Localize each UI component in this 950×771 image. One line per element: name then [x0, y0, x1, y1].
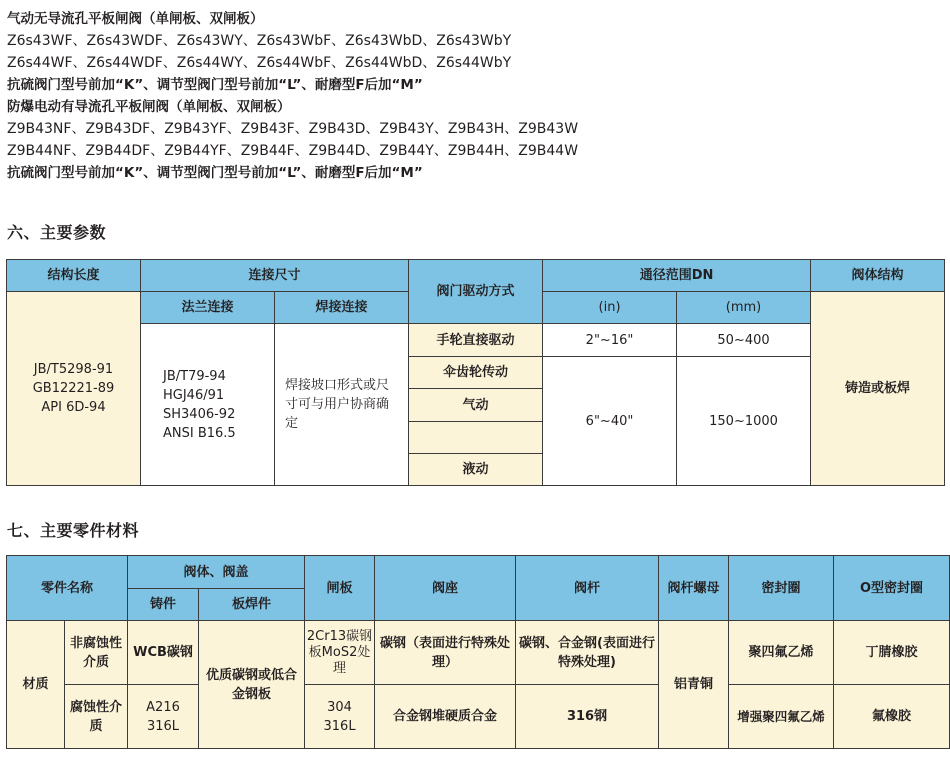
std-text: GB12221-89 [32, 381, 115, 396]
header-body-structure: 阀体结构 [811, 260, 945, 292]
cell-flange-standards [141, 324, 275, 486]
cell-seat-carbon: 碳钢（表面进行特殊处理） [375, 621, 516, 685]
header-stem-nut: 阀杆螺母 [659, 556, 729, 621]
cell-seal-ptfe: 聚四氟乙烯 [729, 621, 834, 685]
drive-handwheel: 手轮直接驱动 [409, 324, 543, 357]
cell-stem-carbon: 碳钢、合金钢(表面进行特殊处理) [516, 621, 659, 685]
model-heading-pneumatic: 气动无导流孔平板闸阀（单闸板、双闸板） [7, 11, 264, 27]
header-drive-mode: 阀门驱动方式 [409, 260, 543, 324]
header-connection-size: 连接尺寸 [141, 260, 409, 292]
cell-non-corrosive: 非腐蚀性介质 [65, 621, 128, 685]
model-line: Z9B43NF、Z9B43DF、Z9B43YF、Z9B43F、Z9B43D、Z9B43Y、Z9B43H、Z9B43W [7, 121, 579, 137]
model-heading-electric: 防爆电动有导流孔平板闸阀（单闸板、双闸板） [7, 99, 291, 115]
header-mm: (mm) [677, 292, 811, 324]
std-text: ANSI B16.5 [163, 425, 236, 441]
parameters-table [6, 259, 945, 486]
cast-grade: A216 [146, 699, 180, 715]
cell-seal-reinforced-ptfe: 增强聚四氟乙烯 [729, 685, 834, 749]
model-note: 抗硫阀门型号前加“K”、调节型阀门型号前加“L”、耐磨型F后加“M” [7, 77, 423, 93]
model-line: Z6s44WF、Z6s44WDF、Z6s44WY、Z6s44WbF、Z6s44WbD、Z6s44WbY [7, 55, 512, 71]
dn-inch-small: 2"~16" [543, 324, 677, 357]
cell-weld-note: 焊接坡口形式或尺寸可与用户协商确定 [275, 324, 409, 486]
header-weld: 焊接连接 [275, 292, 409, 324]
model-line: Z6s43WF、Z6s43WDF、Z6s43WY、Z6s43WbF、Z6s43WbD、Z6s43WbY [7, 33, 512, 49]
cell-oring-nbr: 丁腈橡胶 [834, 621, 950, 685]
materials-table [6, 555, 950, 749]
cell-plate-material: 优质碳钢或低合金钢板 [199, 621, 305, 749]
header-plate-weld: 板焊件 [199, 589, 305, 621]
cell-length-standards [7, 292, 141, 486]
model-line: Z9B44NF、Z9B44DF、Z9B44YF、Z9B44F、Z9B44D、Z9B44Y、Z9B44H、Z9B44W [7, 143, 579, 159]
std-text: API 6D-94 [41, 400, 106, 415]
drive-bevel-gear: 伞齿轮传动 [409, 357, 543, 389]
cell-gate-stainless [305, 685, 375, 749]
cell-oring-fkm: 氟橡胶 [834, 685, 950, 749]
section-title-parameters: 六、主要参数 [7, 223, 107, 242]
std-text: JB/T79-94 [163, 368, 226, 384]
header-seal-ring: 密封圈 [729, 556, 834, 621]
gate-grade: 304 [327, 699, 352, 715]
header-dn-range: 通径范围DN [543, 260, 811, 292]
drive-pneumatic: 气动 [409, 389, 543, 422]
model-list [7, 8, 578, 184]
header-seat: 阀座 [375, 556, 516, 621]
header-flange: 法兰连接 [141, 292, 275, 324]
header-part-name: 零件名称 [7, 556, 128, 621]
cell-stem-nut-bronze: 铝青铜 [659, 621, 729, 749]
dn-mm-small: 50~400 [677, 324, 811, 357]
cell-cast-wcb: WCB碳钢 [128, 621, 199, 685]
header-gate: 闸板 [305, 556, 375, 621]
std-text: HGJ46/91 [163, 387, 225, 403]
std-text: JB/T5298-91 [33, 362, 114, 377]
header-casting: 铸件 [128, 589, 199, 621]
drive-hydraulic: 液动 [409, 454, 543, 486]
cell-cast-stainless [128, 685, 199, 749]
cell-body-structure: 铸造或板焊 [811, 292, 945, 486]
header-structure-length: 结构长度 [7, 260, 141, 292]
drive-empty [409, 422, 543, 454]
std-text: SH3406-92 [163, 406, 236, 422]
header-stem: 阀杆 [516, 556, 659, 621]
cell-material-label: 材质 [7, 621, 65, 749]
cell-seat-alloy: 合金钢堆硬质合金 [375, 685, 516, 749]
cell-gate-carbon: 2Cr13碳钢板MoS2处理 [305, 621, 375, 685]
dn-mm-large: 150~1000 [677, 357, 811, 486]
header-inch: (in) [543, 292, 677, 324]
gate-grade: 316L [323, 718, 356, 734]
cell-corrosive: 腐蚀性介质 [65, 685, 128, 749]
header-o-ring: O型密封圈 [834, 556, 950, 621]
section-title-materials: 七、主要零件材料 [7, 521, 140, 540]
dn-inch-large: 6"~40" [543, 357, 677, 486]
model-note: 抗硫阀门型号前加“K”、调节型阀门型号前加“L”、耐磨型F后加“M” [7, 165, 423, 181]
header-body-bonnet: 阀体、阀盖 [128, 556, 305, 589]
cell-stem-316: 316钢 [516, 685, 659, 749]
cast-grade: 316L [146, 718, 180, 734]
